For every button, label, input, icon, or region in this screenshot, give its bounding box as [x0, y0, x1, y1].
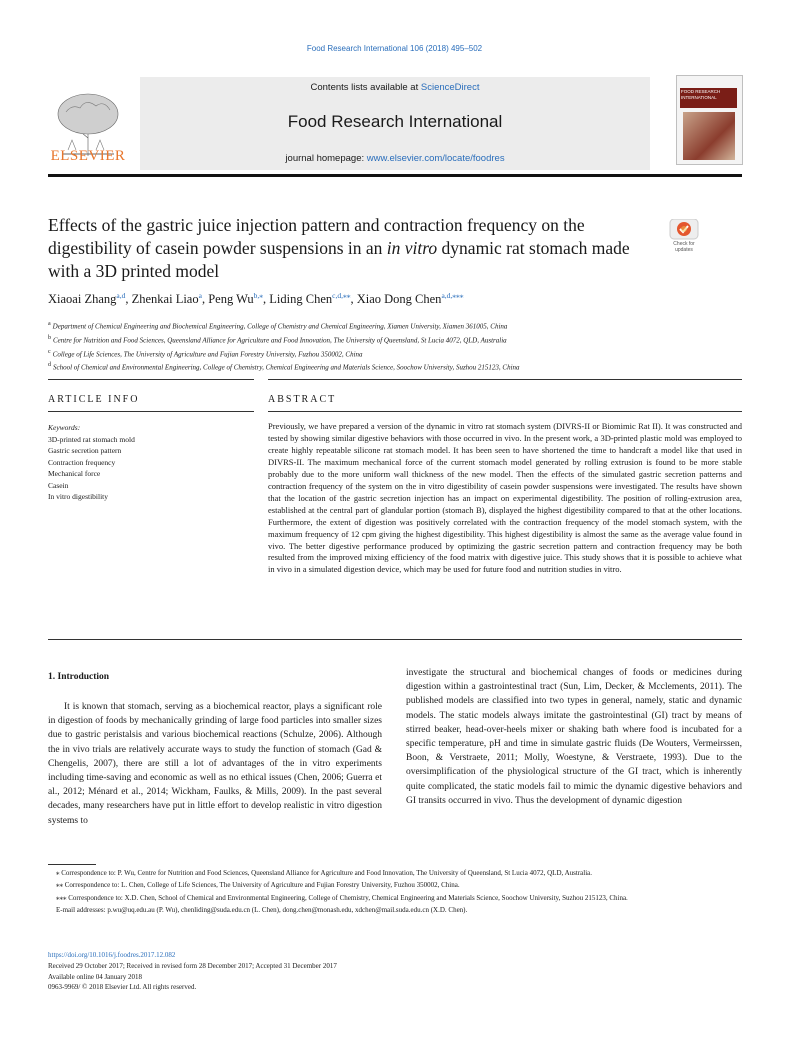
abstract-sub-rule: [268, 411, 742, 412]
crossmark-label[interactable]: Check for updates: [673, 241, 695, 253]
body-column-right: investigate the structural and biochemical changes of foods or medicines during digestion within a gastrointestinal tract (Sun, Lim, Decker, & Mcclements, 2011). The published models are classified into two types in general, namely, static and dynamic models. The static models always imitate the gastrointestinal (GI) tract by means of stirred beaker, head-over-heels mixer or shaking bath where food is incubated for a specific temperature, pH and time in simulate gastric fluids (De Wouters, Vermeirssen, Boon, & Verstraete, 2011; Molly, Woestyne, & Verstraete, 1993). Due to the oversimplification of the physiological structure of the GI tract, which is inherently quite complicated, the static models fail to mimic the dynamic digestive behaviors and GI transits occurred in vivo. Thus the development of dynamic digestion: [406, 668, 742, 806]
abstract-heading: ABSTRACT: [268, 394, 337, 405]
keyword: Casein: [48, 480, 69, 490]
article-title: [48, 214, 658, 283]
author: [132, 292, 202, 306]
author-name: Xiaoai Zhang: [48, 292, 117, 307]
abstract-text: Previously, we have prepared a version of the dynamic in vitro rat stomach system (DIVRS-II or Biomimic Rat II). It was constructed and tested by showing similar digestive behaviors with those occurred in vivo. In the present work, a 3D-printed plastic mold was employed to create highly repeatable silicone rat stomach model. It has been seen to have shortened the time to handcraft a model like that used in DIVRS-II. The maximum mechanical force of the current stomach model generated by rolling extrusion is found to be more stable probably due to the more uniform wall thickness of the new model. Then the effects of the simulated gastric secretion patterns and contraction frequency of the system on the in vitro digestibility of casein powder suspensions were investigated. The results have shown that the location of the gastric secretion injection has an impact on experimental digestibility. The position of rolling-extrusion area, established at the central part of glandular portion (stomach B), displayed the highest digestibility compared to that at the other locations. Furthermore, the extent of digestion was positively correlated with the contraction frequency of the model stomach system, with the maximum frequency of 12 cpm giving the highest digestibility. This highest digestibility is almost the same as the average value found in vivo. The better digestive performance produced by optimizing the gastric secretion pattern and contraction frequency may be both resulted from the improved mixing efficiency of the food matrix with digestive juice. This study shows that it is possible to achieve what in vivo in a simulated digestion device, which may be used for future food and nutrition studies in vitro.: [268, 421, 742, 575]
journal-homepage-line: [140, 153, 650, 164]
received-dates: Received 29 October 2017; Received in revised form 28 December 2017; Accepted 31 December 2017: [48, 961, 337, 970]
doi-link[interactable]: https://doi.org/10.1016/j.foodres.2017.12.082: [48, 951, 176, 959]
author-name: Xiao Dong Chen: [356, 292, 442, 307]
footnote: ⁎⁎⁎ Correspondence to: X.D. Chen, School of Chemical and Environmental Engineering, College of Chemistry, Chemical Engineering and Materials Science, Soochow University, Suzhou 215123, China.: [56, 893, 628, 902]
author-list: Xiaoai Zhang$^{a,d}$, Zhenkai Liao$^a$, Peng $Wu^{b,⁎}$, Liding Chen$^{c,d,⁎⁎}$, Xiao Dong Chen$^{a,d,⁎⁎⁎}$: [48, 291, 464, 307]
affiliation-label: b: [48, 334, 51, 341]
affiliation: [48, 319, 748, 333]
article-info-sub-rule: [48, 411, 254, 412]
contents-available-line: [140, 82, 650, 93]
author-name: Peng Wu: [208, 292, 254, 307]
title-part-3: dynamic rat stomach made with a 3D printed model: [48, 238, 630, 281]
author-affiliation-marks[interactable]: a: [198, 291, 202, 300]
available-online: Available online 04 January 2018: [48, 972, 142, 981]
header-rule: [48, 174, 742, 177]
affiliation-text: College of Life Sciences, The University of Agriculture and Fujian Forestry University, Fuzhou 350002, China: [52, 349, 363, 358]
keyword: Mechanical force: [48, 469, 101, 478]
keyword: Gastric secretion pattern: [48, 446, 122, 455]
affiliation-text: Centre for Nutrition and Food Sciences, Queensland Alliance for Agriculture and Food Innovation, The University of Queensland, St Lucia 4072, QLD, Australia: [53, 336, 507, 345]
article-history-block: [48, 950, 742, 993]
article-info-heading: ARTICLE INFO: [48, 394, 140, 405]
elsevier-wordmark: ELSEVIER: [50, 148, 126, 164]
abstract-end-rule: [48, 639, 742, 640]
article-info-top-rule: [48, 379, 254, 380]
footnote-rule: [48, 864, 96, 865]
footnote: ⁎ Correspondence to: P. Wu, Centre for Nutrition and Food Sciences, Queensland Alliance for Agriculture and Food Innovation, The University of Queensland, St Lucia 4072, QLD, Australia.: [56, 869, 593, 877]
affiliation: [48, 360, 748, 374]
author-affiliation-marks[interactable]: a,d: [116, 291, 126, 300]
homepage-link[interactable]: www.elsevier.com/locate/foodres: [366, 153, 505, 164]
author: [357, 292, 464, 306]
footnote-emails[interactable]: E-mail addresses: p.wu@uq.edu.au (P. Wu), chenliding@suda.edu.cn (L. Chen), dong.chen@monash.edu, xdchen@mail.suda.edu.cn (X.D. Chen).: [56, 905, 468, 914]
title-part-2: in vitro: [386, 238, 438, 258]
affiliation-label: c: [48, 348, 51, 355]
homepage-prefix: journal homepage:: [285, 153, 367, 164]
copyright: 0963-9969/ © 2018 Elsevier Ltd. All rights reserved.: [48, 983, 197, 992]
author: [269, 292, 350, 306]
footnotes: [48, 868, 742, 917]
author-affiliation-marks[interactable]: c,d,⁎⁎: [332, 291, 351, 300]
title-part-1: Effects of the gastric juice injection pattern and contraction frequency on the digestibility of casein powder suspensions in an: [48, 215, 585, 258]
abstract-top-rule: [268, 379, 742, 380]
journal-cover-thumbnail[interactable]: [676, 75, 743, 165]
author-affiliation-marks[interactable]: b,⁎: [253, 291, 264, 300]
keywords-label: Keywords:: [48, 423, 81, 432]
keyword: In vitro digestibility: [48, 492, 108, 501]
journal-reference[interactable]: Food Research International 106 (2018) 495–502: [306, 44, 483, 53]
author-affiliation-marks[interactable]: a,d,⁎⁎⁎: [441, 291, 464, 300]
affiliation-label: a: [48, 321, 51, 327]
cover-artwork: [683, 112, 735, 160]
cover-title-band: FOOD RESEARCH INTERNATIONAL: [680, 88, 737, 108]
sciencedirect-link[interactable]: ScienceDirect: [420, 82, 480, 93]
contents-prefix: Contents lists available at: [310, 82, 421, 93]
author-name: Zhenkai Liao: [131, 292, 199, 307]
affiliation-label: d: [48, 362, 51, 369]
keyword: 3D-printed rat stomach mold: [48, 434, 135, 444]
introduction-heading: 1. Introduction: [48, 672, 110, 682]
author-name: Liding Chen: [269, 292, 333, 307]
author: [208, 292, 263, 306]
affiliation-list: [48, 319, 748, 374]
affiliation: [48, 347, 748, 361]
keywords-block: [48, 422, 254, 503]
affiliation: [48, 333, 748, 347]
body-column-left: It is known that stomach, serving as a biochemical reactor, plays a significant role in digestion of foods by mechanically grinding of large food particles into smaller sizes due to gastric peristalsis and various biochemical reactions (Schulze, 2006). Although the in vivo trials are relatively accurate ways to study the function of stomach (Gad & Chengelis, 2007), there are still a lot of advantages of the in vitro experiments including time-saving and economic as well as no ethical issues (Chen, 2006; Guerra et al., 2012; Ménard et al., 2014; Wickham, Faulks, & Mills, 2009). In the past several decades, many researchers have put in little effort to develop realistic in vitro digestion systems to: [48, 702, 382, 826]
affiliation-text: School of Chemical and Environmental Engineering, College of Chemistry, Chemical Engineering and Materials Science, Soochow University, Suzhou 215123, China: [53, 363, 520, 372]
author: [48, 292, 125, 306]
footnote: ⁎⁎ Correspondence to: L. Chen, College of Life Sciences, The University of Agriculture and Fujian Forestry University, Fuzhou 350002, China.: [56, 881, 460, 890]
keyword: Contraction frequency: [48, 457, 116, 467]
journal-title: Food Research International: [287, 112, 503, 131]
affiliation-text: Department of Chemical Engineering and Biochemical Engineering, College of Chemistry and Chemical Engineering, Xiamen University, Xiamen 361005, China: [52, 322, 508, 331]
